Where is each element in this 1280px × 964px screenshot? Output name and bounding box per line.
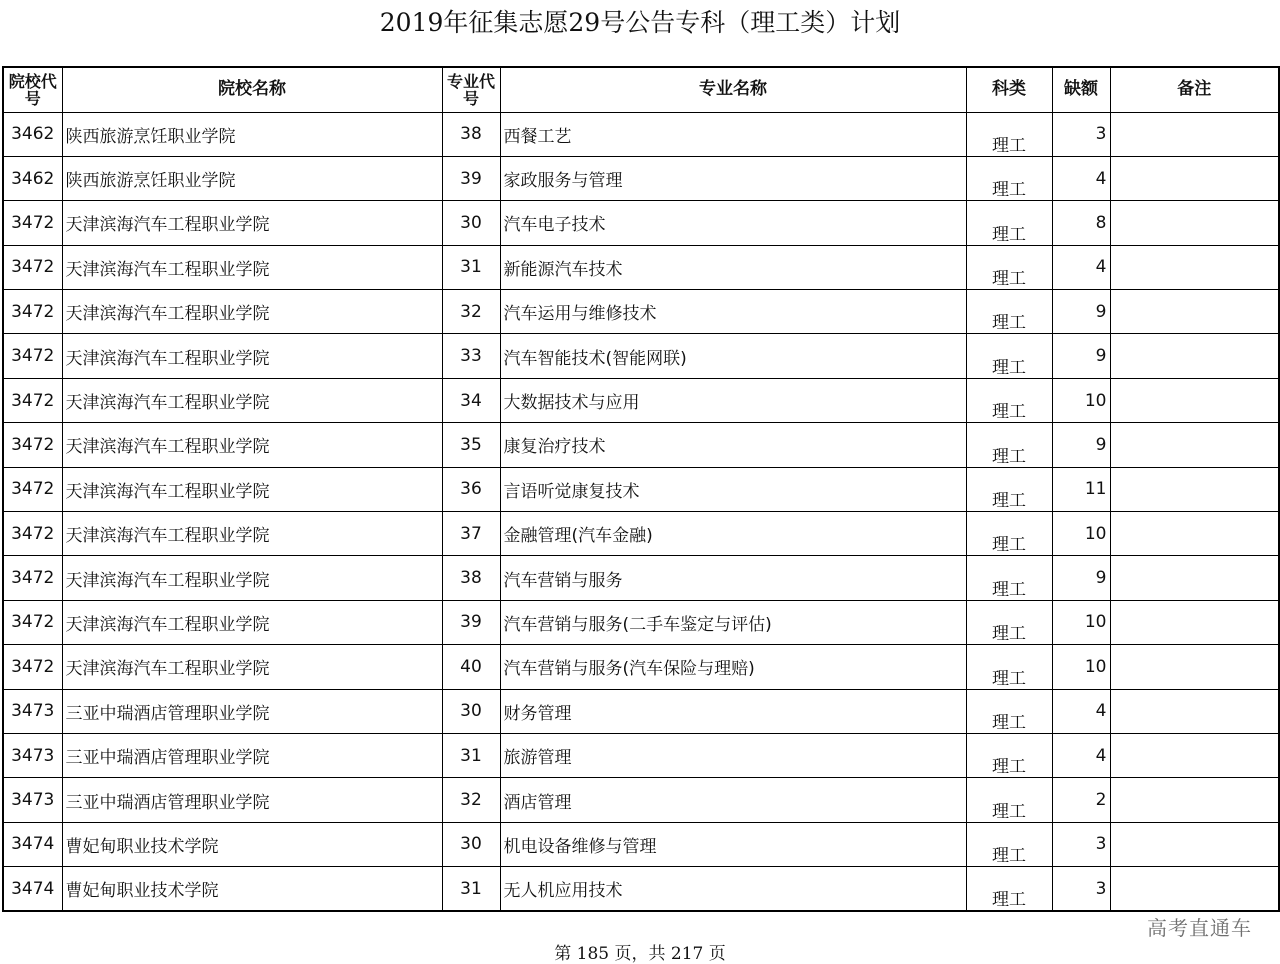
cell-school-name: 天津滨海汽车工程职业学院 xyxy=(62,423,442,467)
cell-note xyxy=(1110,290,1279,334)
cell-school-code: 3472 xyxy=(3,512,62,556)
header-quota: 缺额 xyxy=(1052,67,1110,112)
cell-quota: 4 xyxy=(1052,689,1110,733)
cell-school-code: 3474 xyxy=(3,822,62,866)
cell-category: 理工 xyxy=(966,156,1052,200)
cell-quota: 4 xyxy=(1052,156,1110,200)
cell-quota: 3 xyxy=(1052,867,1110,911)
cell-major-code: 32 xyxy=(442,290,500,334)
cell-school-name: 曹妃甸职业技术学院 xyxy=(62,822,442,866)
table-row xyxy=(3,467,1279,511)
cell-school-code: 3472 xyxy=(3,201,62,245)
cell-category: 理工 xyxy=(966,201,1052,245)
cell-school-code: 3472 xyxy=(3,600,62,644)
cell-note xyxy=(1110,334,1279,378)
cell-major-name: 康复治疗技术 xyxy=(500,423,966,467)
header-category: 科类 xyxy=(966,67,1052,112)
table-row xyxy=(3,423,1279,467)
cell-major-name: 机电设备维修与管理 xyxy=(500,822,966,866)
cell-school-code: 3473 xyxy=(3,689,62,733)
cell-major-code: 40 xyxy=(442,645,500,689)
cell-note xyxy=(1110,378,1279,422)
page-title: 2019年征集志愿29号公告专科（理工类）计划 xyxy=(379,8,901,37)
cell-quota: 9 xyxy=(1052,556,1110,600)
cell-school-name: 天津滨海汽车工程职业学院 xyxy=(62,245,442,289)
cell-major-name: 酒店管理 xyxy=(500,778,966,822)
cell-school-name: 曹妃甸职业技术学院 xyxy=(62,867,442,911)
table-row xyxy=(3,334,1279,378)
cell-school-name: 天津滨海汽车工程职业学院 xyxy=(62,290,442,334)
cell-school-code: 3472 xyxy=(3,290,62,334)
cell-major-code: 31 xyxy=(442,733,500,777)
cell-major-name: 财务管理 xyxy=(500,689,966,733)
cell-category: 理工 xyxy=(966,467,1052,511)
cell-school-code: 3474 xyxy=(3,867,62,911)
table-row xyxy=(3,512,1279,556)
cell-category: 理工 xyxy=(966,556,1052,600)
cell-quota: 3 xyxy=(1052,822,1110,866)
cell-major-code: 35 xyxy=(442,423,500,467)
cell-school-name: 三亚中瑞酒店管理职业学院 xyxy=(62,689,442,733)
cell-major-name: 旅游管理 xyxy=(500,733,966,777)
cell-major-code: 33 xyxy=(442,334,500,378)
cell-note xyxy=(1110,822,1279,866)
cell-quota: 10 xyxy=(1052,645,1110,689)
cell-major-code: 37 xyxy=(442,512,500,556)
cell-school-name: 天津滨海汽车工程职业学院 xyxy=(62,645,442,689)
cell-category: 理工 xyxy=(966,334,1052,378)
cell-major-code: 32 xyxy=(442,778,500,822)
cell-note xyxy=(1110,556,1279,600)
cell-major-name: 汽车营销与服务 xyxy=(500,556,966,600)
table-row xyxy=(3,778,1279,822)
cell-school-name: 天津滨海汽车工程职业学院 xyxy=(62,201,442,245)
cell-category: 理工 xyxy=(966,645,1052,689)
cell-category: 理工 xyxy=(966,245,1052,289)
cell-major-code: 36 xyxy=(442,467,500,511)
cell-quota: 3 xyxy=(1052,112,1110,156)
cell-school-name: 天津滨海汽车工程职业学院 xyxy=(62,467,442,511)
cell-major-name: 家政服务与管理 xyxy=(500,156,966,200)
table-row xyxy=(3,378,1279,422)
cell-note xyxy=(1110,689,1279,733)
cell-major-name: 汽车电子技术 xyxy=(500,201,966,245)
table-row xyxy=(3,867,1279,911)
cell-school-code: 3473 xyxy=(3,778,62,822)
cell-major-code: 34 xyxy=(442,378,500,422)
cell-school-code: 3472 xyxy=(3,556,62,600)
cell-school-name: 陕西旅游烹饪职业学院 xyxy=(62,112,442,156)
cell-school-name: 天津滨海汽车工程职业学院 xyxy=(62,600,442,644)
cell-major-code: 38 xyxy=(442,112,500,156)
cell-school-code: 3472 xyxy=(3,645,62,689)
cell-category: 理工 xyxy=(966,290,1052,334)
cell-major-code: 30 xyxy=(442,822,500,866)
cell-note xyxy=(1110,201,1279,245)
table-row xyxy=(3,156,1279,200)
cell-category: 理工 xyxy=(966,689,1052,733)
header-major-code: 专业代号 xyxy=(442,67,500,112)
cell-note xyxy=(1110,112,1279,156)
cell-note xyxy=(1110,156,1279,200)
watermark: 高考直通车 xyxy=(1147,916,1252,940)
cell-school-code: 3462 xyxy=(3,156,62,200)
cell-major-name: 汽车智能技术(智能网联) xyxy=(500,334,966,378)
cell-school-code: 3472 xyxy=(3,245,62,289)
header-school-code: 院校代号 xyxy=(3,67,62,112)
plan-table xyxy=(2,66,1280,912)
cell-major-name: 汽车营销与服务(汽车保险与理赔) xyxy=(500,645,966,689)
cell-quota: 4 xyxy=(1052,733,1110,777)
table-row xyxy=(3,733,1279,777)
header-major-name: 专业名称 xyxy=(500,67,966,112)
cell-major-name: 金融管理(汽车金融) xyxy=(500,512,966,556)
cell-school-name: 陕西旅游烹饪职业学院 xyxy=(62,156,442,200)
cell-major-code: 31 xyxy=(442,245,500,289)
table-row xyxy=(3,556,1279,600)
cell-school-code: 3472 xyxy=(3,378,62,422)
table-row xyxy=(3,201,1279,245)
cell-major-name: 西餐工艺 xyxy=(500,112,966,156)
cell-school-code: 3462 xyxy=(3,112,62,156)
page-footer: 第 185 页，共 217 页 xyxy=(554,944,726,964)
cell-category: 理工 xyxy=(966,512,1052,556)
cell-school-code: 3472 xyxy=(3,423,62,467)
cell-school-name: 天津滨海汽车工程职业学院 xyxy=(62,378,442,422)
cell-major-name: 新能源汽车技术 xyxy=(500,245,966,289)
plan-table-body xyxy=(3,112,1279,911)
cell-school-name: 三亚中瑞酒店管理职业学院 xyxy=(62,778,442,822)
cell-note xyxy=(1110,423,1279,467)
cell-major-name: 汽车运用与维修技术 xyxy=(500,290,966,334)
cell-note xyxy=(1110,245,1279,289)
cell-major-name: 大数据技术与应用 xyxy=(500,378,966,422)
cell-major-name: 汽车营销与服务(二手车鉴定与评估) xyxy=(500,600,966,644)
cell-major-code: 30 xyxy=(442,689,500,733)
table-row xyxy=(3,645,1279,689)
table-row xyxy=(3,600,1279,644)
cell-note xyxy=(1110,733,1279,777)
cell-quota: 10 xyxy=(1052,378,1110,422)
cell-school-code: 3473 xyxy=(3,733,62,777)
cell-school-code: 3472 xyxy=(3,334,62,378)
cell-category: 理工 xyxy=(966,423,1052,467)
cell-school-name: 天津滨海汽车工程职业学院 xyxy=(62,334,442,378)
cell-major-name: 无人机应用技术 xyxy=(500,867,966,911)
cell-major-name: 言语听觉康复技术 xyxy=(500,467,966,511)
table-row xyxy=(3,112,1279,156)
cell-major-code: 39 xyxy=(442,156,500,200)
cell-note xyxy=(1110,778,1279,822)
cell-category: 理工 xyxy=(966,867,1052,911)
cell-note xyxy=(1110,600,1279,644)
table-row xyxy=(3,689,1279,733)
cell-quota: 10 xyxy=(1052,600,1110,644)
cell-quota: 2 xyxy=(1052,778,1110,822)
cell-major-code: 39 xyxy=(442,600,500,644)
cell-school-name: 天津滨海汽车工程职业学院 xyxy=(62,556,442,600)
cell-school-name: 三亚中瑞酒店管理职业学院 xyxy=(62,733,442,777)
cell-quota: 10 xyxy=(1052,512,1110,556)
table-row xyxy=(3,245,1279,289)
header-school-name: 院校名称 xyxy=(62,67,442,112)
cell-major-code: 31 xyxy=(442,867,500,911)
cell-major-code: 30 xyxy=(442,201,500,245)
table-row xyxy=(3,822,1279,866)
cell-category: 理工 xyxy=(966,822,1052,866)
cell-category: 理工 xyxy=(966,600,1052,644)
cell-quota: 9 xyxy=(1052,423,1110,467)
cell-note xyxy=(1110,645,1279,689)
header-row xyxy=(3,67,1279,112)
cell-quota: 9 xyxy=(1052,290,1110,334)
table-row xyxy=(3,290,1279,334)
cell-major-code: 38 xyxy=(442,556,500,600)
cell-quota: 9 xyxy=(1052,334,1110,378)
header-note: 备注 xyxy=(1110,67,1279,112)
cell-category: 理工 xyxy=(966,378,1052,422)
cell-note xyxy=(1110,467,1279,511)
cell-category: 理工 xyxy=(966,778,1052,822)
cell-note xyxy=(1110,867,1279,911)
cell-school-name: 天津滨海汽车工程职业学院 xyxy=(62,512,442,556)
cell-note xyxy=(1110,512,1279,556)
cell-quota: 11 xyxy=(1052,467,1110,511)
cell-category: 理工 xyxy=(966,733,1052,777)
cell-quota: 4 xyxy=(1052,245,1110,289)
cell-quota: 8 xyxy=(1052,201,1110,245)
cell-school-code: 3472 xyxy=(3,467,62,511)
cell-category: 理工 xyxy=(966,112,1052,156)
